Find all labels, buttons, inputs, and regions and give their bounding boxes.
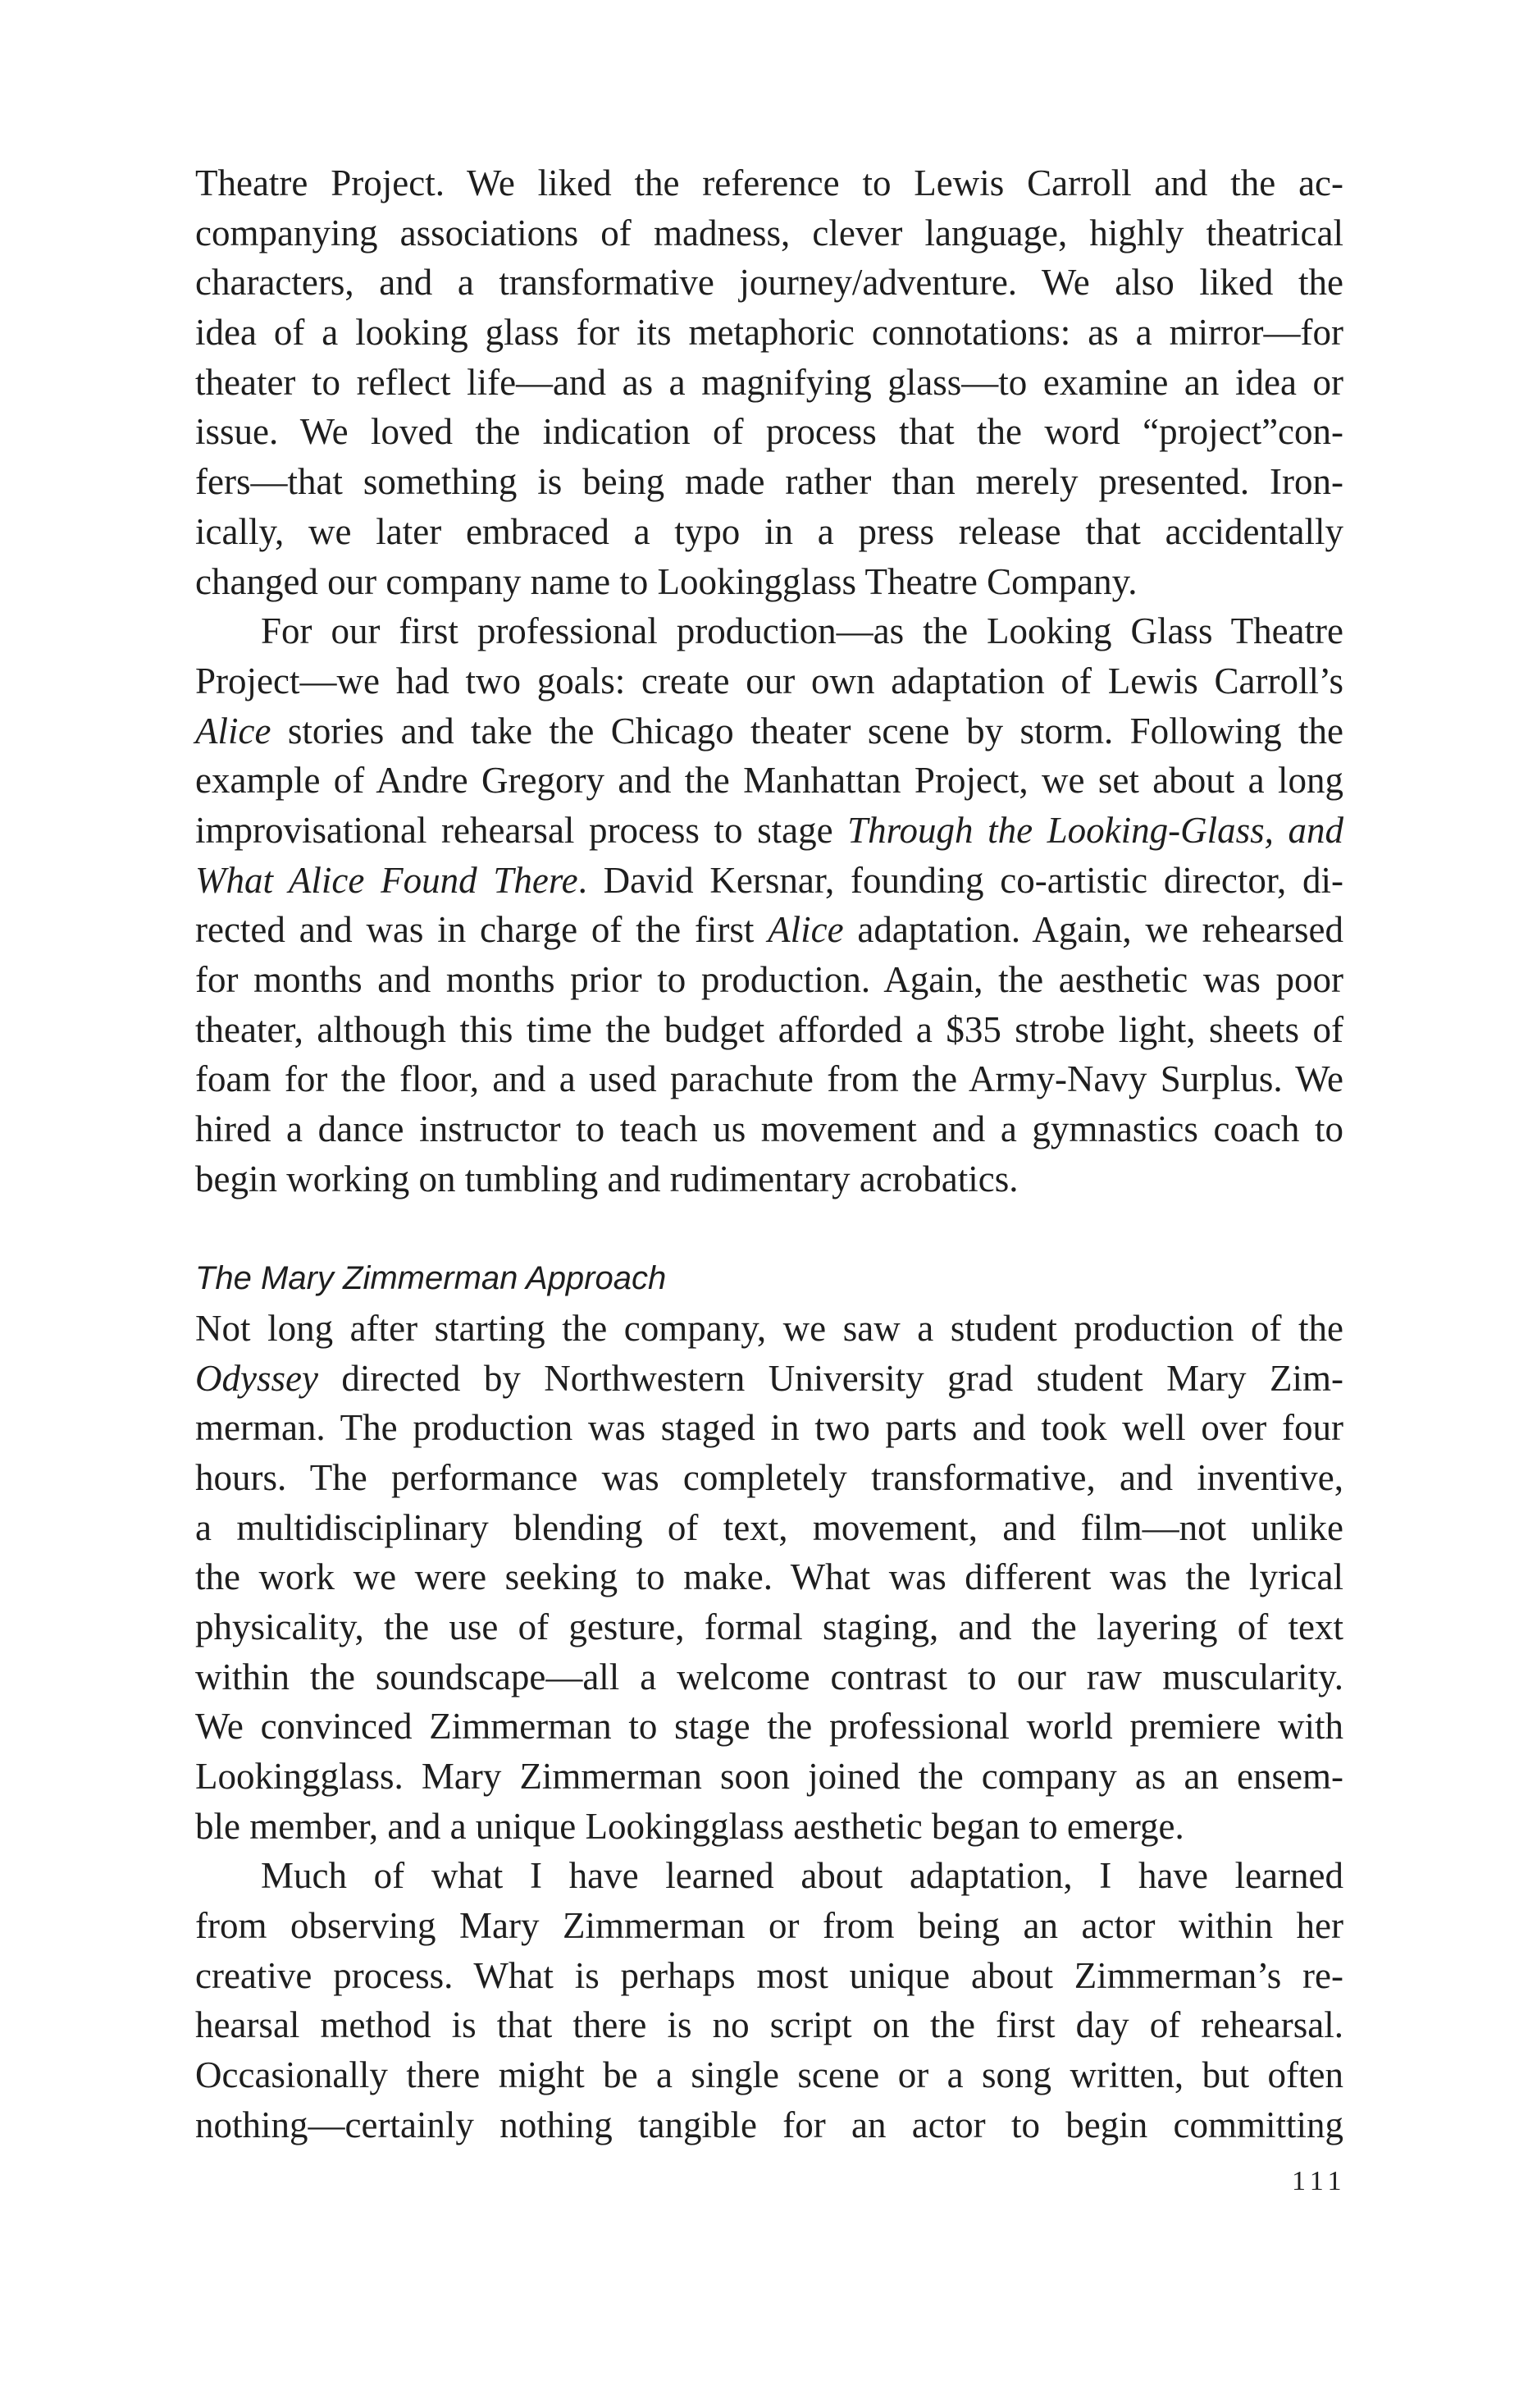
text-line [195,258,1343,308]
text-line [195,955,1343,1005]
text-line [195,358,1343,408]
text-run: companying associations of madness, clever language, highly theatrical [195,212,1343,254]
text-line [195,158,1343,208]
text-run: a multidisciplinary blending of text, movement, and film—not unlike [195,1506,1343,1548]
italic-title: Alice [195,710,271,752]
text-run: The Mary Zimmerman Approach [195,1260,667,1297]
text-line [195,1802,1343,1852]
text-line [195,606,1343,656]
italic-title: What Alice Found There [195,859,578,901]
text-run: Not long after starting the company, we saw a student production of the [195,1307,1343,1349]
text-line [195,1005,1343,1055]
text-line [195,856,1343,906]
text-run: We convinced Zimmerman to stage the professional world premiere with [195,1706,1343,1748]
text-line [195,1951,1343,2001]
text-run: ble member, and a unique Lookingglass aesthetic began to emerge. [195,1805,1184,1847]
text-line [195,1453,1343,1503]
text-line [195,1304,1343,1354]
text-run: theater, although this time the budget afforded a $35 strobe light, sheets of [195,1008,1343,1050]
text-run: Theatre Project. We liked the reference to Lewis Carroll and the ac- [195,162,1343,203]
text-line [195,1403,1343,1453]
text-line [195,1104,1343,1154]
text-line [195,208,1343,258]
text-line [195,1602,1343,1652]
text-line [195,1154,1343,1204]
text-line [195,1503,1343,1553]
text-line [195,1054,1343,1104]
text-run: rected and was in charge of the first [195,909,769,951]
text-run: hearsal method is that there is no script on the first day of rehearsal. [195,2004,1343,2046]
text-run: foam for the floor, and a used parachute from the Army-Navy Surplus. We [195,1058,1343,1100]
text-line [195,1652,1343,1702]
text-line [195,308,1343,358]
page-number: 111 [1292,2166,1347,2196]
text-line [195,507,1343,557]
text-run: begin working on tumbling and rudimentary acrobatics. [195,1158,1019,1199]
text-line [195,2050,1343,2100]
section-heading [195,1254,1343,1304]
text-run: creative process. What is perhaps most unique about Zimmerman’s re- [195,1954,1343,1996]
text-line [195,2000,1343,2050]
text-run: from observing Mary Zimmerman or from being an actor within her [195,1905,1343,1947]
text-run: physicality, the use of gesture, formal staging, and the layering of text [195,1606,1343,1647]
text-run: within the soundscape—all a welcome contrast to our raw muscularity. [195,1656,1343,1697]
text-run: Lookingglass. Mary Zimmerman soon joined the company as an ensem- [195,1756,1343,1797]
text-run: Project—we had two goals: create our own adaptation of Lewis Carroll’s [195,660,1343,701]
text-line [195,1901,1343,1951]
text-run: issue. We loved the indication of process that the word “project”con- [195,411,1343,453]
text-run: For our first professional production—as the Looking Glass Theatre [261,610,1343,652]
text-line [195,407,1343,457]
text-line [195,905,1343,955]
text-run: nothing—certainly nothing tangible for an actor to begin committing [195,2104,1343,2145]
text-run: . David Kersnar, founding co-artistic director, di- [577,859,1344,901]
text-line [195,1552,1343,1602]
text-run: hours. The performance was completely transformative, and inventive, [195,1456,1343,1498]
text-line [195,1354,1343,1404]
italic-title: Through the Looking-Glass, and [847,809,1343,851]
text-line [195,706,1343,756]
text-line [195,2100,1343,2150]
text-line [195,1851,1343,1901]
text-run: theater to reflect life—and as a magnifying glass—to examine an idea or [195,361,1343,403]
text-run: changed our company name to Lookingglass Theatre Company. [195,560,1138,602]
italic-title: Alice [768,909,844,951]
text-run: stories and take the Chicago theater scene by storm. Following the [271,710,1343,752]
text-line [195,557,1343,607]
italic-title: Odyssey [195,1357,318,1399]
text-run: Occasionally there might be a single scene or a song written, but often [195,2054,1343,2096]
text-run: ically, we later embraced a typo in a press release that accidentally [195,510,1343,552]
body-text [195,158,1343,2150]
text-line [195,457,1343,507]
text-run: example of Andre Gregory and the Manhattan Project, we set about a long [195,760,1343,802]
text-run: improvisational rehearsal process to stage [195,809,848,851]
text-run: hired a dance instructor to teach us movement and a gymnastics coach to [195,1108,1343,1150]
text-run: the work we were seeking to make. What was different was the lyrical [195,1556,1343,1598]
text-line [195,1752,1343,1802]
text-run: adaptation. Again, we rehearsed [843,909,1343,951]
text-run: merman. The production was staged in two parts and took well over four [195,1407,1343,1449]
text-run: Much of what I have learned about adaptation, I have learned [261,1855,1343,1897]
text-line [195,756,1343,806]
text-run: idea of a looking glass for its metaphoric connotations: as a mirror—for [195,312,1343,354]
text-line [195,656,1343,706]
text-line [195,1204,1343,1254]
text-line [195,806,1343,856]
text-run: directed by Northwestern University grad student Mary Zim- [317,1357,1343,1399]
text-run: characters, and a transformative journey/adventure. We also liked the [195,262,1343,304]
text-line [195,1702,1343,1752]
text-run: fers—that something is being made rather than merely presented. Iron- [195,461,1343,503]
text-run: for months and months prior to production. Again, the aesthetic was poor [195,959,1343,1000]
